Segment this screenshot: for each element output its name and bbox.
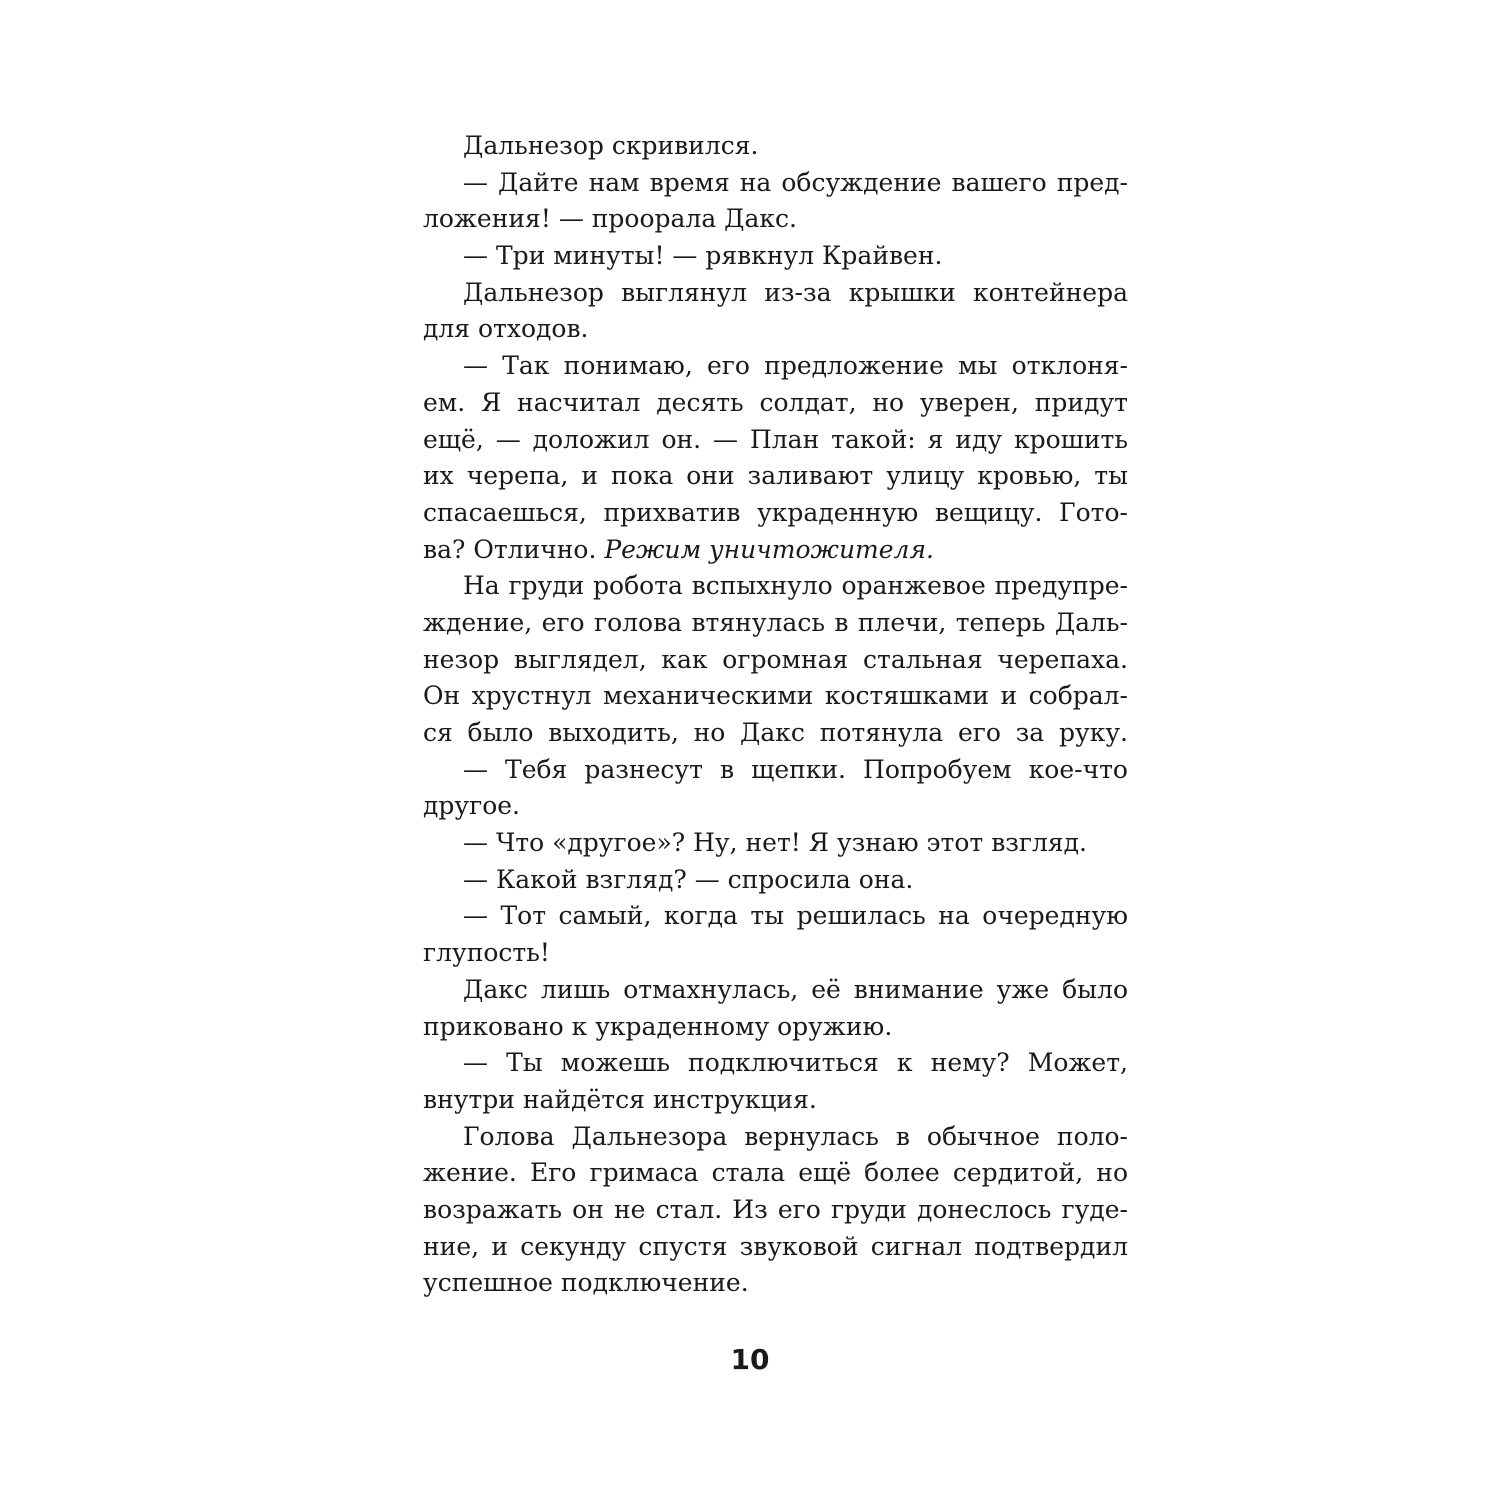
text-line-2: — Дайте нам время на обсуждение вашего пред- (463, 167, 1128, 197)
text-line-12-plain: ва? Отлично. (423, 534, 597, 564)
text-line-12-italic: Режим уничтожителя. (604, 534, 934, 564)
text-line-3: ложения! — проорала Дакс. (423, 204, 797, 234)
text-line-7: — Так понимаю, его предложение мы отклоня- (463, 351, 1128, 381)
text-line-18: — Тебя разнесут в щепки. Попробуем кое-что (463, 754, 1128, 784)
text-line-30: возражать он не стал. Из его груди донеслось гуде- (423, 1194, 1128, 1224)
text-line-21: — Какой взгляд? — спросила она. (463, 864, 914, 894)
text-line-14: ждение, его голова втянулась в плечи, теперь Даль- (423, 607, 1128, 637)
text-line-31: ние, и секунду спустя звуковой сигнал подтвердил (423, 1231, 1128, 1261)
text-line-6: для отходов. (423, 314, 589, 344)
text-line-29: жение. Его гримаса стала ещё более сердитой, но (423, 1158, 1128, 1188)
text-line-22: — Тот самый, когда ты решилась на очередную (463, 901, 1128, 931)
text-line-23: глупость! (423, 938, 550, 968)
text-line-4: — Три минуты! — рявкнул Крайвен. (463, 241, 943, 271)
text-line-8: ем. Я насчитал десять солдат, но уверен, придут (423, 387, 1128, 417)
text-line-12 (423, 532, 1128, 569)
body-text (423, 128, 1128, 1302)
text-line-20: — Что «другое»? Ну, нет! Я узнаю этот взгляд. (463, 828, 1087, 858)
text-line-16: Он хрустнул механическими костяшками и собрал- (423, 681, 1128, 711)
text-line-19: другое. (423, 791, 520, 821)
text-line-15: незор выглядел, как огромная стальная черепаха. (423, 644, 1128, 674)
text-line-25: приковано к украденному оружию. (423, 1011, 893, 1041)
text-line-10: их черепа, и пока они заливают улицу кровью, ты (423, 461, 1128, 491)
text-line-13: На груди робота вспыхнуло оранжевое предупре- (463, 571, 1128, 601)
text-line-32: успешное подключение. (423, 1268, 749, 1298)
text-line-27: внутри найдётся инструкция. (423, 1084, 817, 1114)
text-line-26: — Ты можешь подключиться к нему? Может, (463, 1048, 1128, 1078)
page-number: 10 (730, 1343, 770, 1376)
text-line-5: Дальнезор выглянул из-за крышки контейнера (463, 277, 1128, 307)
text-line-28: Голова Дальнезора вернулась в обычное поло- (463, 1121, 1128, 1151)
text-line-9: ещё, — доложил он. — План такой: я иду крошить (423, 424, 1128, 454)
text-line-24: Дакс лишь отмахнулась, её внимание уже было (463, 974, 1128, 1004)
text-line-11: спасаешься, прихватив украденную вещицу. Гото- (423, 497, 1128, 527)
text-line-17: ся было выходить, но Дакс потянула его за руку. (423, 718, 1128, 747)
text-line-1: Дальнезор скривился. (463, 131, 759, 160)
